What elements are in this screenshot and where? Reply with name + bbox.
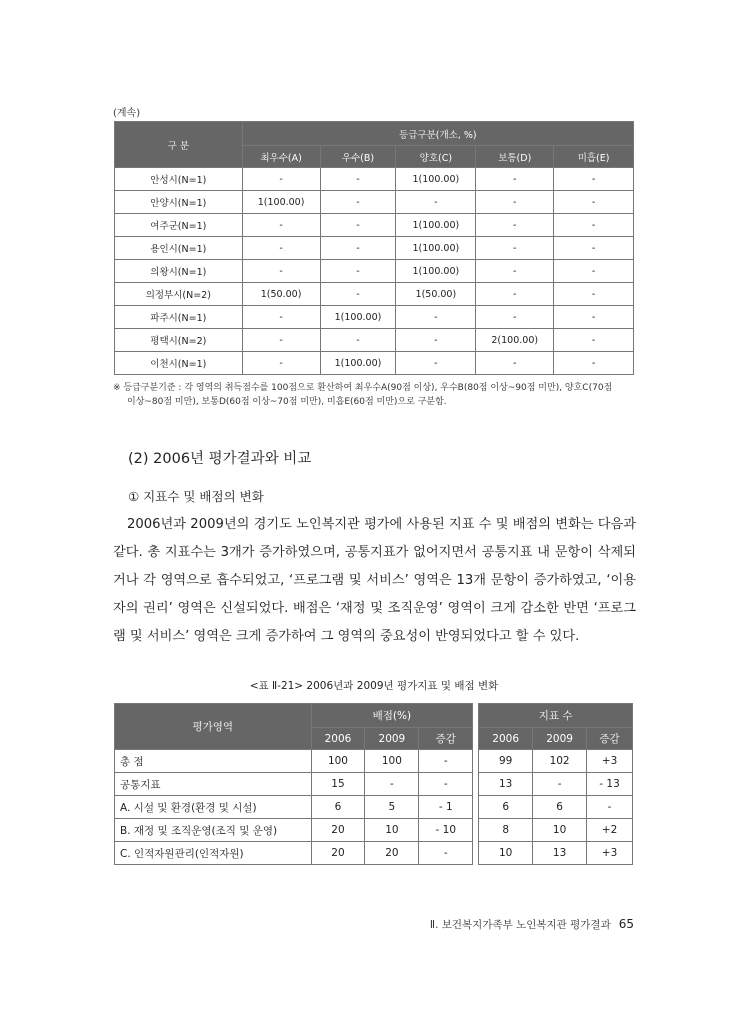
grade-criteria-note	[113, 381, 638, 409]
subheader-index-2006: 2006	[479, 728, 533, 750]
index-cell: -	[533, 773, 587, 796]
table-cell: -	[320, 237, 396, 260]
index-cell: 10	[533, 819, 587, 842]
table-cell: -	[396, 306, 476, 329]
table-cell: -	[554, 306, 634, 329]
table-cell: 1(100.00)	[396, 168, 476, 191]
page-footer	[430, 917, 634, 932]
table-cell: 1(100.00)	[320, 306, 396, 329]
index-cell: 6	[533, 796, 587, 819]
score-cell: 100	[365, 750, 419, 773]
grade-header-e: 미흡(E)	[554, 146, 634, 168]
table-cell: -	[242, 237, 320, 260]
comparison-header-score: 배점(%)	[311, 704, 473, 728]
comparison-header-index: 지표 수	[479, 704, 633, 728]
table-cell: -	[320, 168, 396, 191]
index-cell: 102	[533, 750, 587, 773]
table-row	[115, 329, 634, 352]
table-cell: 1(100.00)	[242, 191, 320, 214]
table-cell: -	[554, 283, 634, 306]
row-label: A. 시설 및 환경(환경 및 시설)	[115, 796, 312, 819]
index-cell: +2	[587, 819, 633, 842]
row-label: 파주시(N=1)	[115, 306, 243, 329]
paragraph-text: 2006년과 2009년의 경기도 노인복지관 평가에 사용된 지표 수 및 배점의 변화는 다음과 같다. 총 지표수는 3개가 증가하였으며, 공통지표가 없어지면서 공통지표 내 문항이 삭제되거나 각 영역으로 흡수되었고, ‘프로그램 및 서비스’ 영역은 13개 문항이 증가하였고, ‘이용자의 권리’ 영역은 신설되었다. 배점은 ‘재정 및 조직운영’ 영역이 크게 감소한 반면 ‘프로그램 및 서비스’ 영역은 크게 증가하여 그 영역의 중요성이 반영되었다고 할 수 있다.	[113, 517, 636, 644]
score-cell: 20	[311, 819, 365, 842]
table-cell: 1(100.00)	[320, 352, 396, 375]
score-cell: -	[419, 842, 473, 865]
index-cell: -	[587, 796, 633, 819]
table-row	[115, 214, 634, 237]
table-row	[115, 191, 634, 214]
table-cell: 2(100.00)	[476, 329, 554, 352]
table-cell: -	[554, 237, 634, 260]
score-cell: 20	[311, 842, 365, 865]
grade-header-b: 우수(B)	[320, 146, 396, 168]
score-cell: 15	[311, 773, 365, 796]
table-cell: -	[554, 260, 634, 283]
table-cell: -	[242, 329, 320, 352]
table-cell: 1(50.00)	[242, 283, 320, 306]
subheader-score-2006: 2006	[311, 728, 365, 750]
subheader-index-change: 증감	[587, 728, 633, 750]
index-cell: 99	[479, 750, 533, 773]
table-cell: -	[320, 283, 396, 306]
score-cell: - 1	[419, 796, 473, 819]
index-cell: 13	[533, 842, 587, 865]
table-cell: -	[396, 329, 476, 352]
note-line-2: 이상~80점 미만), 보통D(60점 이상~70점 미만), 미흡E(60점 미만)으로 구분함.	[127, 397, 447, 407]
row-label: 안성시(N=1)	[115, 168, 243, 191]
table-row	[115, 796, 633, 819]
table-cell: -	[554, 214, 634, 237]
table-row	[115, 750, 633, 773]
table-cell: -	[242, 306, 320, 329]
table-row	[115, 306, 634, 329]
table-cell: -	[320, 260, 396, 283]
row-label: 여주군(N=1)	[115, 214, 243, 237]
score-cell: 20	[365, 842, 419, 865]
row-label: 안양시(N=1)	[115, 191, 243, 214]
table-cell: 1(100.00)	[396, 237, 476, 260]
index-cell: - 13	[587, 773, 633, 796]
index-cell: 10	[479, 842, 533, 865]
row-label: 평택시(N=2)	[115, 329, 243, 352]
score-cell: 10	[365, 819, 419, 842]
comparison-header-area: 평가영역	[115, 704, 312, 750]
table-cell: -	[554, 352, 634, 375]
table-cell: -	[396, 191, 476, 214]
table-cell: -	[320, 214, 396, 237]
table-cell: -	[476, 168, 554, 191]
note-line-1: ※ 등급구분기준 : 각 영역의 취득점수를 100점으로 환산하여 최우수A(90점 이상), 우수B(80점 이상~90점 미만), 양호C(70점	[113, 383, 613, 393]
table-cell: -	[476, 214, 554, 237]
index-cell: 13	[479, 773, 533, 796]
score-cell: 100	[311, 750, 365, 773]
table-row	[115, 819, 633, 842]
row-label: 용인시(N=1)	[115, 237, 243, 260]
score-cell: - 10	[419, 819, 473, 842]
table-cell: -	[476, 306, 554, 329]
comparison-table	[114, 703, 633, 865]
subheader-index-2009: 2009	[533, 728, 587, 750]
subsection-title: ① 지표수 및 배점의 변화	[128, 489, 264, 504]
table-cell: 1(50.00)	[396, 283, 476, 306]
table-cell: -	[242, 352, 320, 375]
grade-header-d: 보통(D)	[476, 146, 554, 168]
table-row	[115, 842, 633, 865]
table-row	[115, 773, 633, 796]
index-cell: +3	[587, 750, 633, 773]
subheader-score-change: 증감	[419, 728, 473, 750]
table-cell: -	[476, 352, 554, 375]
table-cell: -	[242, 260, 320, 283]
row-label: 이천시(N=1)	[115, 352, 243, 375]
table-row	[115, 352, 634, 375]
row-label: 의정부시(N=2)	[115, 283, 243, 306]
score-cell: 6	[311, 796, 365, 819]
score-cell: -	[365, 773, 419, 796]
row-label: 공통지표	[115, 773, 312, 796]
table-cell: -	[242, 214, 320, 237]
table-cell: -	[396, 352, 476, 375]
page-number: 65	[618, 917, 634, 931]
score-cell: -	[419, 750, 473, 773]
table-cell: 1(100.00)	[396, 214, 476, 237]
table-cell: -	[476, 283, 554, 306]
table-cell: -	[554, 168, 634, 191]
grade-table-header-category: 구 분	[115, 122, 243, 168]
body-paragraph	[113, 511, 636, 651]
table-row	[115, 168, 634, 191]
score-cell: 5	[365, 796, 419, 819]
table-cell: -	[554, 329, 634, 352]
row-label: C. 인적자원관리(인적자원)	[115, 842, 312, 865]
row-label: 의왕시(N=1)	[115, 260, 243, 283]
table-cell: -	[476, 237, 554, 260]
table-row	[115, 237, 634, 260]
table-cell: -	[476, 191, 554, 214]
table-cell: -	[320, 329, 396, 352]
grade-table	[114, 121, 634, 375]
footer-chapter: Ⅱ. 보건복지가족부 노인복지관 평가결과	[429, 919, 611, 931]
grade-header-a: 최우수(A)	[242, 146, 320, 168]
table-caption: <표 Ⅱ-21> 2006년과 2009년 평가지표 및 배점 변화	[249, 680, 499, 692]
section-title: (2) 2006년 평가결과와 비교	[128, 451, 312, 467]
table-cell: -	[320, 191, 396, 214]
subheader-score-2009: 2009	[365, 728, 419, 750]
index-cell: 6	[479, 796, 533, 819]
index-cell: +3	[587, 842, 633, 865]
table-cell: -	[476, 260, 554, 283]
row-label: 총 점	[115, 750, 312, 773]
grade-table-header-group: 등급구분(개소, %)	[242, 122, 633, 146]
table-row	[115, 260, 634, 283]
grade-header-c: 양호(C)	[396, 146, 476, 168]
index-cell: 8	[479, 819, 533, 842]
row-label: B. 재정 및 조직운영(조직 및 운영)	[115, 819, 312, 842]
table-cell: -	[554, 191, 634, 214]
continued-label: (계속)	[113, 108, 141, 119]
table-cell: 1(100.00)	[396, 260, 476, 283]
table-row	[115, 283, 634, 306]
table-cell: -	[242, 168, 320, 191]
score-cell: -	[419, 773, 473, 796]
